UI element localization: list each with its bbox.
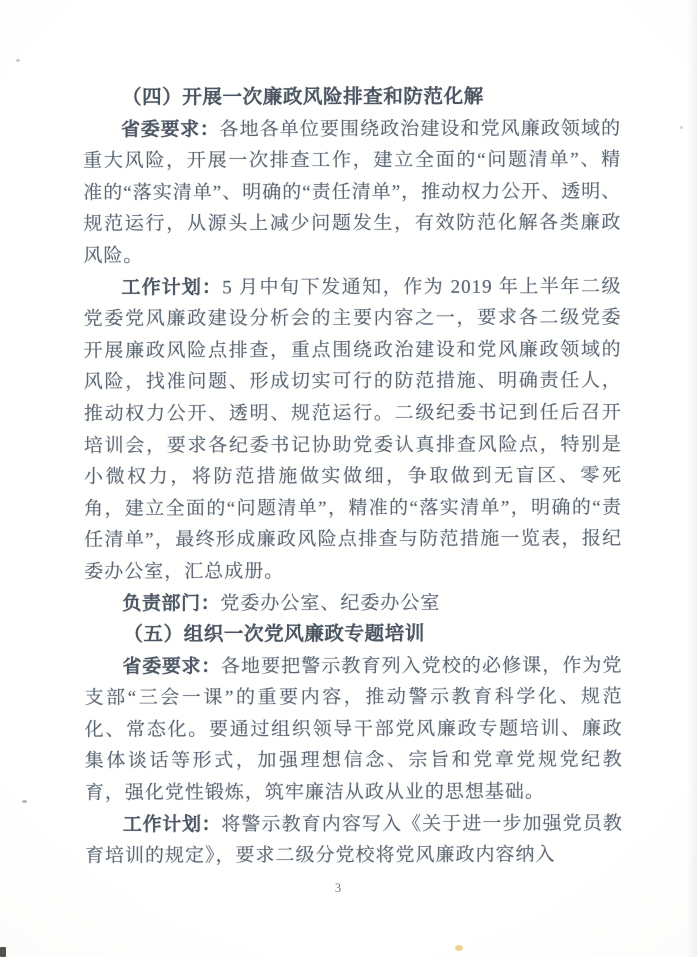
paragraph-text: 各地要把警示教育列入党校的必修课，作为党支部“三会一课”的重要内容，推动警示教育科学化、规范化、常态化。要通过组织领导干部党风廉政专题培训、廉政集体谈话等形式，加强理想信念、宗旨和党章党规党纪教育，强化党性锻炼，筑牢廉洁从政从业的思想基础。 — [84, 654, 623, 804]
document-body — [83, 81, 623, 872]
scan-speck — [22, 800, 27, 803]
scan-speck — [16, 59, 20, 62]
paragraph-responsible-dept — [84, 587, 622, 620]
paragraph-label: 工作计划： — [122, 814, 222, 836]
scan-edge-shade — [687, 0, 697, 957]
scan-speck — [455, 945, 463, 951]
page-number: 3 — [334, 881, 342, 895]
paragraph-text: 5 月中旬下发通知，作为 2019 年上半年二级党委党风廉政建设分析会的主要内容之一，要求各二级党委开展廉政风险点排查，重点围绕政治建设和党风廉政领域的风险，找准问题、形成切实可行的防范措施、明确责任人，推动权力公开、透明、规范运行。二级纪委书记到任后召开培训会，要求各纪委书记协助党委认真排查风险点，特别是小微权力，将防范措施做实做细，争取做到无盲区、零死角，建立全面的“问题清单”，精准的“落实清单”，明确的“责任清单”，最终形成廉政风险点排查与防范措施一览表，报纪委办公室，汇总成册。 — [83, 275, 623, 583]
paragraph-workplan-4 — [83, 271, 622, 588]
section-4-heading: （四）开展一次廉政风险排查和防范化解 — [121, 85, 484, 109]
paragraph-label: 省委要求： — [122, 656, 221, 678]
paragraph-workplan-5 — [85, 808, 623, 873]
paragraph-label: 负责部门： — [122, 592, 221, 615]
paragraph-text: 党委办公室、纪委办公室 — [220, 592, 441, 614]
paragraph-label: 省委要求： — [121, 118, 220, 141]
paragraph-requirements-4 — [83, 113, 621, 272]
paragraph-requirements-5 — [84, 650, 622, 809]
section-5-heading: （五）组织一次党风廉政专题培训 — [123, 622, 425, 646]
paragraph-label: 工作计划： — [121, 276, 223, 299]
paragraph-text: 各地各单位要围绕政治建设和党风廉政领域的重大风险，开展一次排查工作，建立全面的“问题清单”、精准的“落实清单”、明确的“责任清单”，推动权力公开、透明、规范运行，从源头上减少问题发生，有效防范化解各类廉政风险。 — [83, 117, 622, 267]
scan-speck — [0, 947, 6, 957]
paragraph-text: 将警示教育内容写入《关于进一步加强党员教育培训的规定》，要求二级分党校将党风廉政内容纳入 — [84, 812, 623, 867]
scan-speck — [680, 126, 683, 129]
